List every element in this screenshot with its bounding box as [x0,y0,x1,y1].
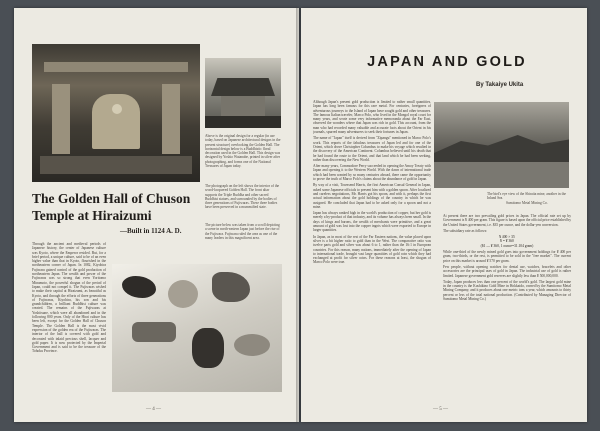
right-page-title: JAPAN AND GOLD [367,54,527,70]
photo-caption-right: Above is the original design for a regular (in use today, based on Japanese architectural designs in the present structure) overlooking the Golden Hall. The horizontal design below is a Buddhistic floral decoration used in the Golden Hall. This design was designed by Yoshio Watanabe, printed in silver after photographing, and forms one of the National Treasures of Japan today. [205,134,281,169]
right-page-left-column [313,100,431,400]
body-paragraph: Today, Japan produces less than one percent of the world's gold. The largest gold mine in the country is the Kushikino Gold Mine in Hokkaido, owned by the Sumitomo Metal Mining Company, and it produces about one metric tons a year, which amounts to thirty percent or less of the total national production. (Contributed by Managing Director of Sumitomo Metal Mining Co.) [443,279,571,302]
article-author: By Takaiye Ukita [476,82,524,88]
body-paragraph: While one-third of the newly mined gold goes into government holdings for ¥ 400 per gram, two-thirds, or the rest, is permitted to be sold in the "free market". The current price on this market is around ¥ 570 per gram. [443,250,571,263]
right-page [301,8,587,422]
photo-caption-mid: The photograph on the left shows the interior of the wood-lacquered Golden Hall. The front altar supports the Triple Buddha and other sacred Buddhist statues, and surrounded by the bodies of three generations of Fujiwaras. These three bodies have been preserved in a mummified state. [205,184,280,210]
left-page-number: — 4 — [146,407,161,412]
body-paragraph: The subsidiary rate as follows: [443,228,488,233]
rate-line: ¥ = ¥ 360 [500,239,514,244]
body-paragraph: After many years, Commodore Perry succeeded in opening the Amoy Treaty with Japan and opening it to the Western World. With the dawn of international trade which had been wanted by so many centuries abroad, there came the opportunity to prove the truth of Marco Polo's claims about the abundance of gold in Japan. [313,164,431,182]
body-paragraph: At present there are two prevailing gold prices in Japan. The official rate set up by Government is ¥ 400 per gram. This figure is based upon the official price established by the United States government, i.e. $35 per ounce, and the dollar-yen conversion. [443,214,571,227]
left-page [14,8,299,422]
golden-hall-exterior-photo [205,58,281,128]
body-paragraph: Although Japan's present gold production is limited to rather small quantities, Japan has long been famous for this rare metal. For centuries, foreigners of adventurous journeys to the Island of Japan have sought gold and other treasures. The famous Italian traveler, Marco Polo, who lived in the Mongol royal court for many years, and wrote some very informative memoranda about the Far East, observed the wonders where that Japan was rich in gold. This account, from the man who had recorded many valuable and accurate facts about the Orient in his journals, spurred many adventurers to seek their fortunes in Japan. [313,100,431,135]
body-paragraph: The name of "Japan" itself is derived from "Zipangu" mentioned in Marco Polo's work. This reports of the fabulous treasures of Japan led and for one of the Orient, which drove Christopher Columbus to make his voyage which resulted in the discovery of the American Continent. Columbus believed until his death that he had found the route to the Orient, and that land which he had been seeking, rather than discovering the New World. [313,136,431,162]
body-paragraph: Few people, without opening watches for dental use, watches, bracelets and other accessories are the principal uses of gold in Japan. The industrial use of gold is rather limited. Japanese government gold reserves are slightly less than ¥ 500,000,000. [443,264,571,278]
body-paragraph: By way of a visit, Townsend Harris, the first American Consul General in Japan, asked some Japanese officials to present him with a golden spoon. After localized and careless negotiations, Mr. Harris got his spoon, and with it, perhaps the first actual information about the gold holdings of the country in which he was assigned. He concluded that Japan had to be asked only for a spoon and not a mine. [313,183,431,209]
body-paragraph: In Japan, as in most of the rest of the Far Eastern nations, the value placed upon silver is a bit higher ratio to gold than in the West. The comparative ratio was twelve parts gold and silver was about 6 to 1, rather than the 16:1 in European countries. For this reason, many nations, immediately after the opening of Japan to international trade, brought vast large quantities of gold coin which they had exchanged at profit for silver coins. For these reasons at least, the shogun of Marco Polo were true. [313,234,431,265]
rate-formula [443,235,571,248]
body-paragraph: Japan has always ranked high in the world's production of copper, but her gold is merely a by-product of that industry, and its volume has always been small. In the days of kings and barons, the wealth of merchants were primitive, and a great amount of gold was lost into the copper ingots which were exported to Europe in larger quantities. [313,211,431,233]
left-page-body: Through the ancient and medieval periods of Japanese history, the center of Japanese culture was Kyoto, where the Emperor resided. But, for a brief period, a unique culture, said to be of an even higher value than that in Kyoto, flourished in the northeastern corner of Japan. In 1082, Kiyohira Fujiwara gained control of the gold production of northeastern Japan. The wealth and power of the Fujiwaras was so strong that even Yoritomo Minamoto, the powerful shogun of the period of Japan, could not compel it. The Fujiwaras wished to make their capital at Hiraizumi, as beautiful as Kyoto, and through the efforts of three generations of Fujiwaras, Kiyohira, his son and his grandchildren, a brilliant Buddhist culture was created. The remains of the Fujiwaras at Yoshitsune, which were all abandoned and in the following 800 years. Only of the Hirai culture has been left, except for the Golden Hall of Chuson Temple. The Golden Hall is the most vivid expression of the golden era of the Fujiwaras. The interior of the hall is covered with gold and decorated with inlaid precious shell, lacquer and gold paper. It is now protected by the Imperial Government and is said to be the treasure of the Tohoku Province. [32,242,106,354]
mine-photo-credit: Sumitomo Metal Mining Co. [506,201,548,205]
rate-line: ($1 — ¥ 360, 1 ounce=31.104 gram) [480,243,534,248]
mine-photo-caption: The bird's eye view of the Shiraita mine, another in the Inland Sea. [487,192,566,201]
rate-line: ¥ 400 × 35 [499,235,515,240]
left-page-subtitle: —Built in 1124 A. D. [120,227,182,235]
right-page-right-column [443,214,571,404]
photo-caption-low: The picture below was taken from a scroll depicting a scene in north-eastern Japan just before the rise of the Fujiwara. Fujiwara ruled the area as one of the many leaders in this magnificent area. [205,223,280,240]
shiraita-mine-aerial-photo [434,102,569,188]
right-page-number: — 5 — [433,407,448,412]
lacquer-crafts-photo [112,264,282,392]
left-page-title: The Golden Hall of Chuson Temple at Hiraizumi [32,191,191,223]
golden-hall-interior-photo [32,44,200,182]
